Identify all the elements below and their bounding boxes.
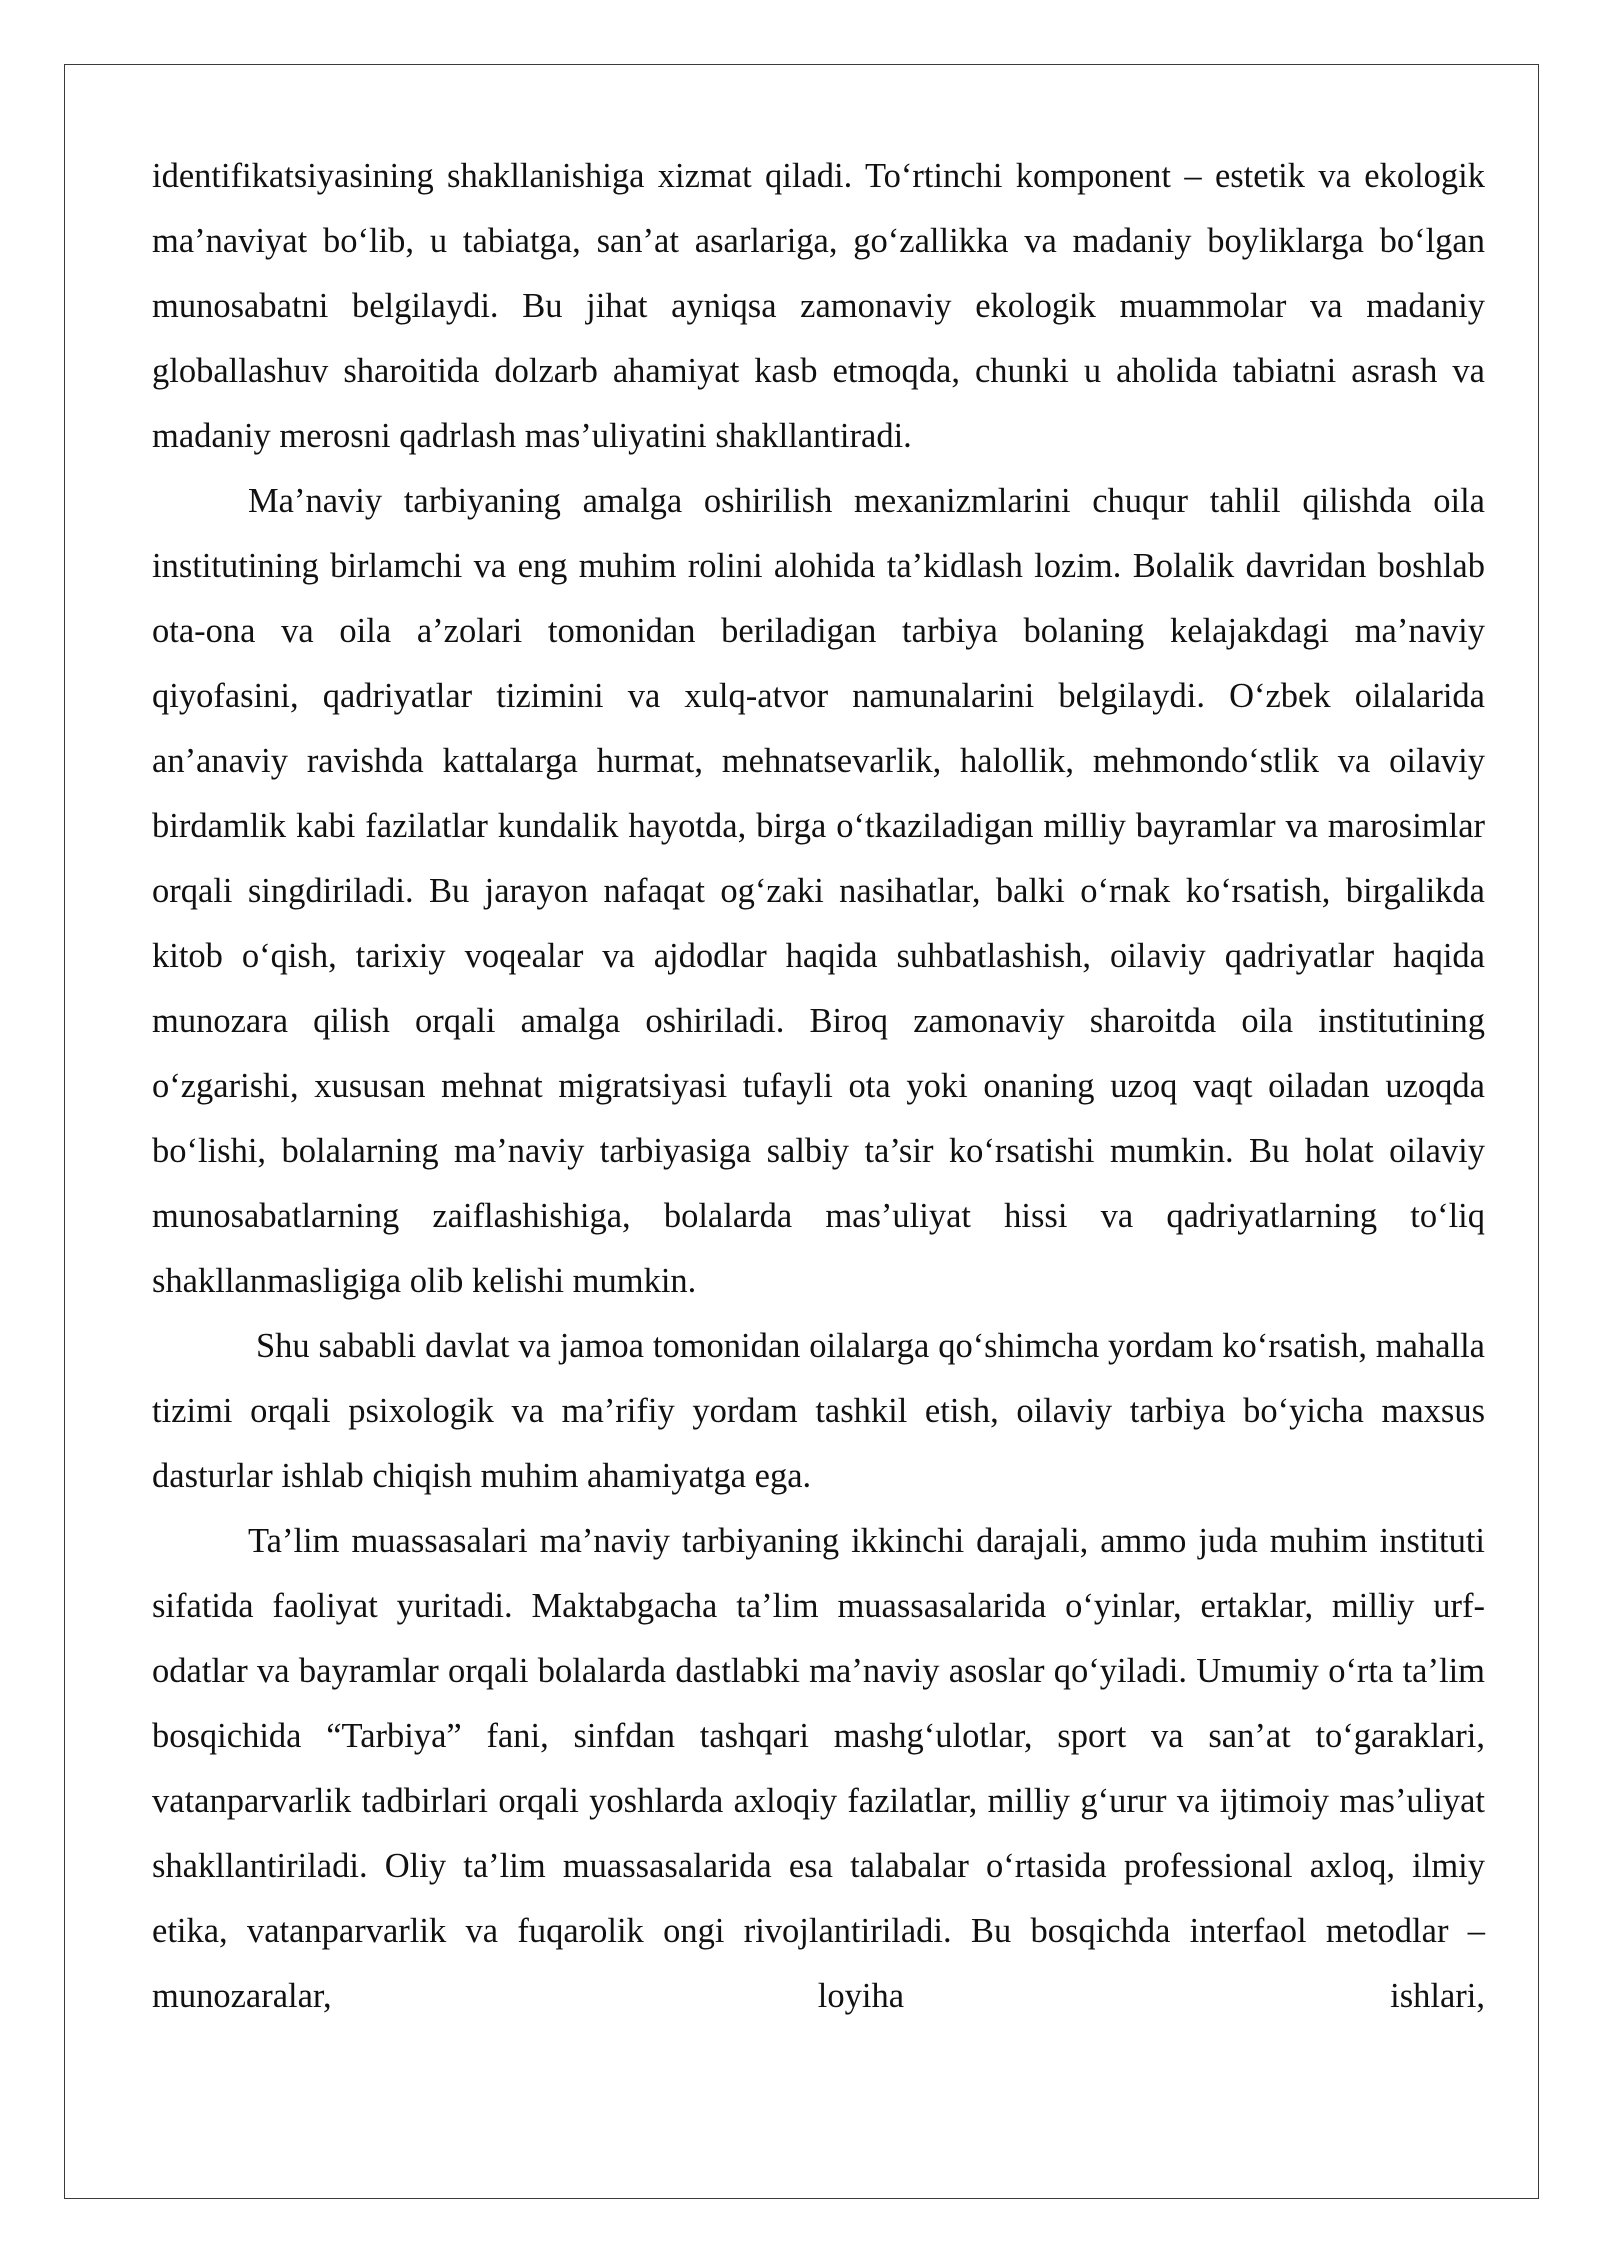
paragraph-state-support: Shu sababli davlat va jamoa tomonidan oilalarga qo‘shimcha yordam ko‘rsatish, mahalla tizimi orqali psixologik va ma’rifiy yordam tashkil etish, oilaviy tarbiya bo‘yicha maxsus dasturlar ishlab chiqish muhim ahamiyatga ega. [152, 1327, 1485, 1495]
paragraph-family-role: Ma’naviy tarbiyaning amalga oshirilish mexanizmlarini chuqur tahlil qilishda oila institutining birlamchi va eng muhim rolini alohida ta’kidlash lozim. Bolalik davridan boshlab ota-ona va oila a’zolari tomonidan beriladigan tarbiya bolaning kelajakdagi ma’naviy qiyofasini, qadriyatlar tizimini va xulq-atvor namunalarini belgilaydi. O‘zbek oilalarida an’anaviy ravishda kattalarga hurmat, mehnatsevarlik, halollik, mehmondo‘stlik va oilaviy birdamlik kabi fazilatlar kundalik hayotda, birga o‘tkaziladigan milliy bayramlar va marosimlar orqali singdiriladi. Bu jarayon nafaqat og‘zaki nasihatlar, balki o‘rnak ko‘rsatish, birgalikda kitob o‘qish, tarixiy voqealar va ajdodlar haqida suhbatlashish, oilaviy qadriyatlar haqida munozara qilish orqali amalga oshiriladi. Biroq zamonaviy sharoitda oila institutining o‘zgarishi, xususan mehnat migratsiyasi tufayli ota yoki onaning uzoq vaqt oiladan uzoqda bo‘lishi, bolalarning ma’naviy tarbiyasiga salbiy ta’sir ko‘rsatishi mumkin. Bu holat oilaviy munosabatlarning zaiflashishiga, bolalarda mas’uliyat hissi va qadriyatlarning to‘liq shakllanmasligiga olib kelishi mumkin. [152, 482, 1485, 1300]
paragraph-continued: identifikatsiyasining shakllanishiga xizmat qiladi. To‘rtinchi komponent – estetik va ekologik ma’naviyat bo‘lib, u tabiatga, san’at asarlariga, go‘zallikka va madaniy boyliklarga bo‘lgan munosabatni belgilaydi. Bu jihat ayniqsa zamonaviy ekologik muammolar va madaniy globallashuv sharoitida dolzarb ahamiyat kasb etmoqda, chunki u aholida tabiatni asrash va madaniy merosni qadrlash mas’uliyatini shakllantiradi. [152, 157, 1485, 455]
document-body [152, 144, 1485, 2029]
paragraph-education-institutions: Ta’lim muassasalari ma’naviy tarbiyaning ikkinchi darajali, ammo juda muhim instituti sifatida faoliyat yuritadi. Maktabgacha ta’lim muassasalarida o‘yinlar, ertaklar, milliy urf-odatlar va bayramlar orqali bolalarda dastlabki ma’naviy asoslar qo‘yiladi. Umumiy o‘rta ta’lim bosqichida “Tarbiya” fani, sinfdan tashqari mashg‘ulotlar, sport va san’at to‘garaklari, vatanparvarlik tadbirlari orqali yoshlarda axloqiy fazilatlar, milliy g‘urur va ijtimoiy mas’uliyat shakllantiriladi. Oliy ta’lim muassasalarida esa talabalar o‘rtasida professional axloq, ilmiy etika, vatanparvarlik va fuqarolik ongi rivojlantiriladi. Bu bosqichda interfaol metodlar – munozaralar, loyiha ishlari, [152, 1522, 1485, 2015]
